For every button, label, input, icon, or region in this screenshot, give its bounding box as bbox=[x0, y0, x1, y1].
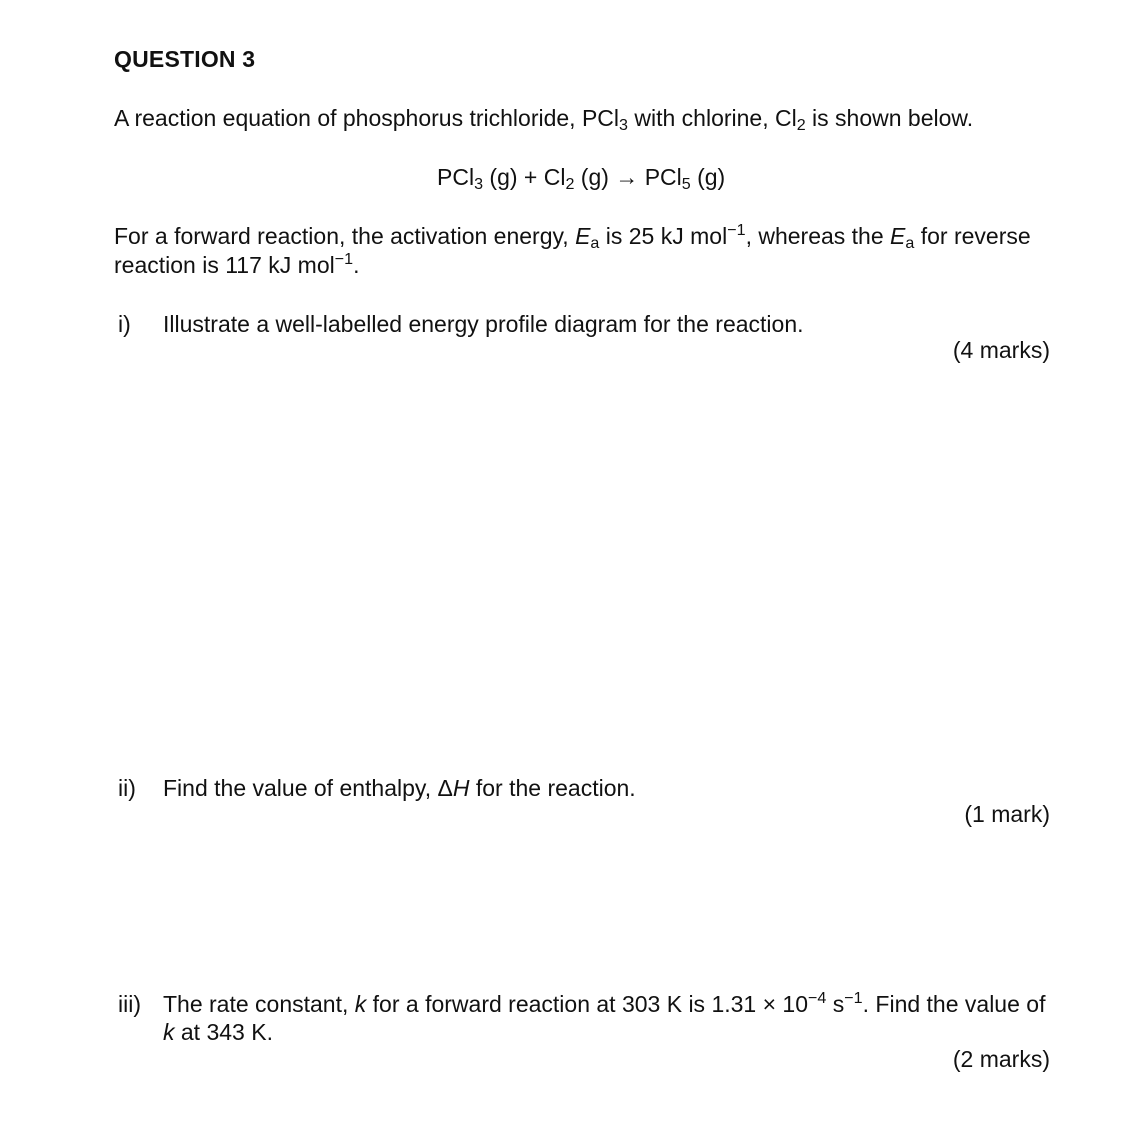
part-ii-marks: (1 mark) bbox=[964, 801, 1050, 827]
ea-symbol: E bbox=[575, 223, 591, 249]
activation-energy-line-1 bbox=[114, 221, 1031, 253]
product-pcl5-subscript: 5 bbox=[681, 175, 691, 194]
activation-text: is 25 kJ mol bbox=[599, 223, 728, 249]
unit-exponent: −1 bbox=[727, 221, 746, 240]
part-i-answer-space[interactable] bbox=[114, 370, 1054, 760]
intro-sentence bbox=[114, 105, 974, 135]
part-ii-text-b: for the reaction. bbox=[469, 775, 636, 801]
enthalpy-symbol: H bbox=[452, 775, 470, 801]
part-ii-answer-space[interactable] bbox=[114, 835, 1054, 975]
reactant-pcl3: PCl bbox=[437, 164, 475, 190]
part-ii-number: ii) bbox=[118, 775, 136, 801]
unit-exponent: −1 bbox=[844, 989, 863, 1008]
part-iii-marks: (2 marks) bbox=[952, 1046, 1050, 1072]
part-ii-text bbox=[163, 775, 636, 802]
product-pcl5-state: (g) bbox=[690, 164, 726, 190]
unit-exponent: −1 bbox=[334, 250, 354, 269]
reactant-cl2: Cl bbox=[543, 164, 566, 190]
part-iii-text-c: s bbox=[826, 991, 845, 1017]
reactant-cl2-state: (g) bbox=[574, 164, 616, 190]
activation-text: . bbox=[353, 252, 360, 278]
part-iii-text-a: The rate constant, bbox=[163, 991, 355, 1017]
intro-text-part: with chlorine, Cl bbox=[627, 105, 797, 131]
product-pcl5: PCl bbox=[638, 164, 682, 190]
rate-constant-symbol: k bbox=[163, 1019, 175, 1045]
part-iii-line-2-text: at 343 K. bbox=[174, 1019, 273, 1045]
reactant-pcl3-state: (g) + bbox=[483, 164, 544, 190]
reactant-pcl3-subscript: 3 bbox=[474, 175, 484, 194]
part-iii-text-line-1 bbox=[163, 991, 1045, 1018]
power-exponent: −4 bbox=[808, 989, 827, 1008]
cl2-subscript: 2 bbox=[796, 116, 806, 135]
part-ii-text-a: Find the value of enthalpy, bbox=[163, 775, 438, 801]
delta-symbol: Δ bbox=[437, 775, 453, 801]
pcl3-subscript: 3 bbox=[619, 116, 628, 135]
reaction-equation bbox=[437, 164, 726, 194]
activation-text: reaction is 117 kJ mol bbox=[114, 252, 335, 278]
intro-text-part: is shown below. bbox=[805, 105, 974, 131]
ea-subscript: a bbox=[590, 234, 600, 253]
rate-constant-symbol: k bbox=[354, 991, 367, 1017]
part-iii-number: iii) bbox=[118, 991, 141, 1017]
activation-energy-line-2 bbox=[114, 252, 359, 279]
reaction-arrow-icon: → bbox=[615, 164, 639, 190]
ea-subscript: a bbox=[905, 234, 915, 253]
activation-text: , whereas the bbox=[745, 223, 891, 249]
part-i-number: i) bbox=[118, 311, 131, 337]
part-i-marks: (4 marks) bbox=[952, 337, 1050, 363]
part-i-text: Illustrate a well-labelled energy profile diagram for the reaction. bbox=[163, 311, 804, 337]
reactant-cl2-subscript: 2 bbox=[565, 175, 575, 194]
activation-text: For a forward reaction, the activation energy, bbox=[114, 223, 576, 249]
question-heading: QUESTION 3 bbox=[114, 46, 256, 72]
part-iii-text-line-2 bbox=[163, 1019, 273, 1046]
part-iii-text-b: for a forward reaction at 303 K is 1.31 × 10 bbox=[366, 991, 809, 1017]
ea-symbol: E bbox=[890, 223, 906, 249]
intro-text-part: A reaction equation of phosphorus trichloride, PCl bbox=[114, 105, 620, 131]
activation-text: for reverse bbox=[914, 223, 1031, 249]
part-iii-text-d: . Find the value of bbox=[862, 991, 1046, 1017]
